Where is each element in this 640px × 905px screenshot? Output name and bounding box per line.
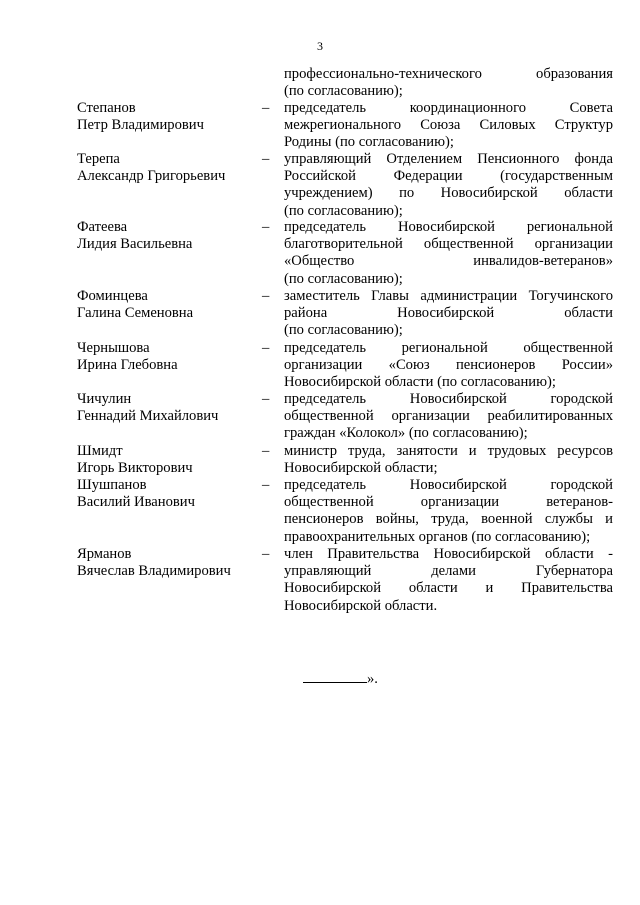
member-name xyxy=(77,546,257,580)
position-line: управляющий Отделением Пенсионного фонда xyxy=(284,151,613,167)
member-name xyxy=(77,443,257,477)
continuation-line: профессионально-технического образования xyxy=(284,66,613,82)
position-line: (по согласованию); xyxy=(284,202,403,219)
member-given-names: Галина Семеновна xyxy=(77,305,194,322)
member-surname: Шмидт xyxy=(77,443,123,459)
position-line: (по согласованию); xyxy=(284,322,403,339)
position-line: Новосибирской области и Правительства xyxy=(284,580,613,597)
position-line: председатель Новосибирской городской xyxy=(284,391,613,407)
position-line: председатель Новосибирской городской xyxy=(284,477,613,493)
member-name xyxy=(77,391,257,425)
closing-quote: ». xyxy=(367,671,378,687)
member-name xyxy=(77,100,257,134)
position-line: член Правительства Новосибирской области - xyxy=(284,546,613,562)
member-given-names: Вячеслав Владимирович xyxy=(77,563,231,580)
member-dash: – xyxy=(262,443,270,459)
member-position xyxy=(284,288,613,340)
closing-mark xyxy=(303,670,378,688)
position-line: Родины (по согласованию); xyxy=(284,134,454,151)
continuation-line: (по согласованию); xyxy=(284,83,403,100)
member-dash: – xyxy=(262,546,270,562)
position-line: учреждением) по Новосибирской области xyxy=(284,185,613,202)
member-position xyxy=(284,100,613,152)
member-name xyxy=(77,477,257,511)
member-dash: – xyxy=(262,391,270,407)
position-line: председатель региональной общественной xyxy=(284,340,613,356)
member-dash: – xyxy=(262,219,270,235)
member-position xyxy=(284,546,613,615)
position-line: Новосибирской области; xyxy=(284,460,438,477)
position-line: общественной организации ветеранов- xyxy=(284,494,613,511)
position-line: Российской Федерации (государственным xyxy=(284,168,613,185)
member-dash: – xyxy=(262,477,270,493)
member-given-names: Ирина Глебовна xyxy=(77,357,178,374)
position-line: Новосибирской области (по согласованию); xyxy=(284,374,556,391)
member-surname: Чернышова xyxy=(77,340,150,356)
position-line: организации «Союз пенсионеров России» xyxy=(284,357,613,374)
member-dash: – xyxy=(262,100,270,116)
position-line: граждан «Колокол» (по согласованию); xyxy=(284,425,528,442)
position-line: председатель Новосибирской региональной xyxy=(284,219,613,235)
position-line: правоохранительных органов (по согласованию); xyxy=(284,528,591,545)
member-position xyxy=(284,340,613,392)
position-line: председатель координационного Совета xyxy=(284,100,613,116)
member-dash: – xyxy=(262,151,270,167)
position-line: управляющий делами Губернатора xyxy=(284,563,613,580)
position-line: межрегионального Союза Силовых Структур xyxy=(284,117,613,134)
member-surname: Терепа xyxy=(77,151,120,167)
member-given-names: Геннадий Михайлович xyxy=(77,408,219,425)
position-line: благотворительной общественной организации xyxy=(284,236,613,253)
member-name xyxy=(77,340,257,374)
position-line: общественной организации реабилитированных xyxy=(284,408,613,425)
continuation-text xyxy=(284,66,613,100)
position-line: (по согласованию); xyxy=(284,270,403,287)
member-surname: Шушпанов xyxy=(77,477,147,493)
member-given-names: Василий Иванович xyxy=(77,494,195,511)
member-dash: – xyxy=(262,340,270,356)
position-line: пенсионеров войны, труда, военной службы и xyxy=(284,511,613,528)
member-position xyxy=(284,151,613,220)
closing-underline xyxy=(303,670,367,683)
page-number: 3 xyxy=(317,39,323,53)
member-given-names: Петр Владимирович xyxy=(77,117,204,134)
member-surname: Степанов xyxy=(77,100,136,116)
position-line: «Общество инвалидов-ветеранов» xyxy=(284,253,613,270)
member-given-names: Игорь Викторович xyxy=(77,460,193,477)
member-name xyxy=(77,219,257,253)
member-dash: – xyxy=(262,288,270,304)
member-given-names: Лидия Васильевна xyxy=(77,236,193,253)
member-name xyxy=(77,288,257,322)
position-line: заместитель Главы администрации Тогучинского xyxy=(284,288,613,304)
position-line: министр труда, занятости и трудовых ресурсов xyxy=(284,443,613,459)
member-position xyxy=(284,443,613,477)
member-position xyxy=(284,391,613,443)
member-surname: Фатеева xyxy=(77,219,128,235)
member-position xyxy=(284,477,613,546)
member-surname: Фоминцева xyxy=(77,288,148,304)
member-given-names: Александр Григорьевич xyxy=(77,168,226,185)
position-line: Новосибирской области. xyxy=(284,597,438,614)
member-position xyxy=(284,219,613,288)
member-surname: Ярманов xyxy=(77,546,132,562)
member-surname: Чичулин xyxy=(77,391,132,407)
member-name xyxy=(77,151,257,185)
position-line: района Новосибирской области xyxy=(284,305,613,322)
